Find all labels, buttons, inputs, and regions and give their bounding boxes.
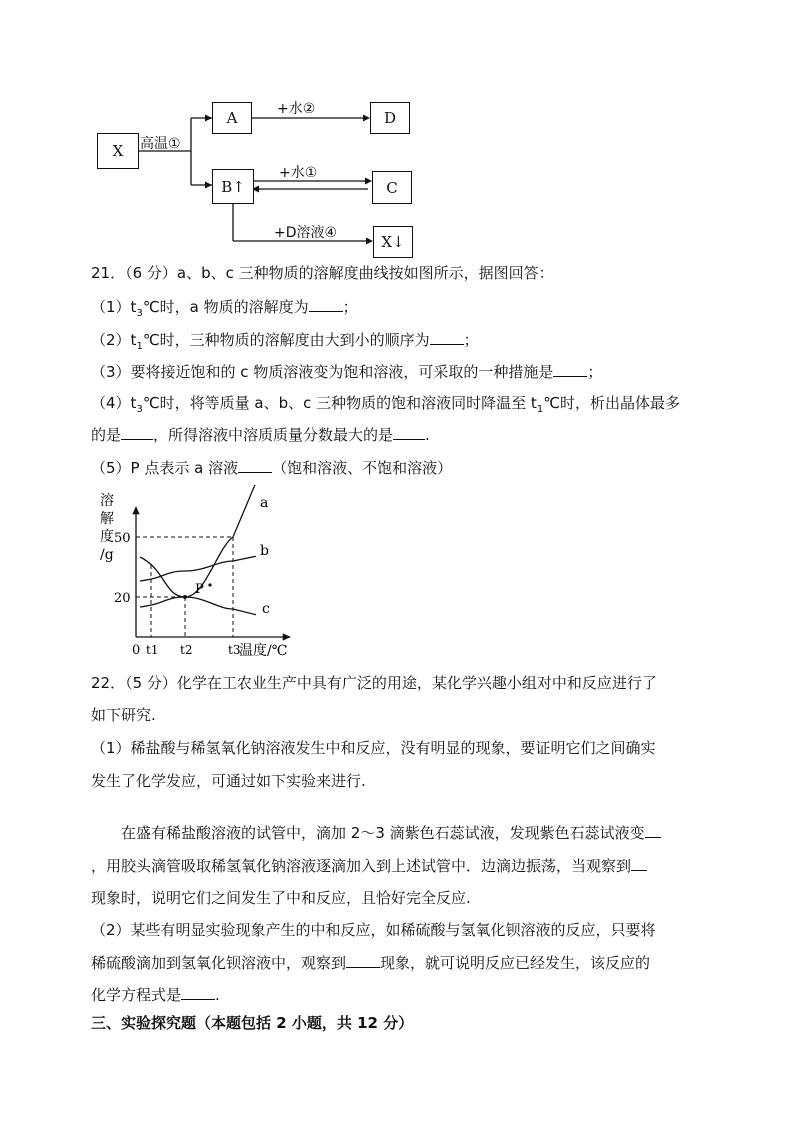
y-label-char: 溶 (100, 493, 114, 509)
q21-score: （6 分） (125, 264, 177, 282)
y-label-char: 解 (100, 511, 114, 527)
q21-p4-l2-end: . (425, 426, 430, 444)
q21-p3-end: ； (587, 363, 603, 381)
box-a: A (212, 102, 252, 134)
q22-p1-l4-text: ，用胶头滴管吸取稀氢氧化钠溶液逐滴加入到上述试管中．边滴边振荡，当观察到 (91, 857, 632, 875)
q21-p4-sub: 3 (136, 404, 143, 415)
x-tick-label: t2 (180, 643, 193, 657)
edge-label-ad: +水② (277, 101, 316, 117)
q22-number: 22． (91, 674, 126, 692)
origin-label: 0 (132, 643, 141, 658)
q21-p4-l2-pre: 的是 (91, 426, 122, 444)
q22-part1-line2: 发生了化学发应，可通过如下实验来进行. (91, 772, 366, 790)
q22-part1-line3 (121, 823, 661, 843)
q21-p2-pre: （2）t (91, 331, 137, 349)
answer-blank[interactable] (645, 823, 661, 838)
q21-p1-sub: 3 (136, 308, 143, 319)
section-3-heading: 三、实验探究题（本题包括 2 小题，共 12 分） (91, 1014, 414, 1032)
point-label-p: P (195, 582, 204, 597)
series-label-b: b (260, 543, 269, 559)
q21-p1-end: ； (342, 298, 358, 316)
q22-p2-l2-post: 现象，就可说明反应已经发生，该反应的 (380, 954, 651, 972)
q22-p1-l3-text: 在盛有稀盐酸溶液的试管中，滴加 2～3 滴紫色石蕊试液，发现紫色石蕊试液变 (121, 824, 645, 842)
q22-score: （5 分） (125, 674, 177, 692)
y-tick-label: 20 (114, 591, 131, 606)
point-p-marker (208, 583, 211, 586)
q21-p1-pre: （1）t (91, 298, 137, 316)
q21-stem-text: a、b、c 三种物质的溶解度曲线按如图所示，据图回答： (176, 264, 554, 282)
box-x-precipitate: X↓ (373, 226, 413, 258)
q21-p2-post: ℃时，三种物质的溶解度由大到小的顺序为 (142, 331, 430, 349)
q21-p2-end: ； (463, 331, 479, 349)
q21-part1 (91, 297, 358, 324)
q21-p4-pre: （4）t (91, 394, 137, 412)
answer-blank[interactable] (181, 985, 215, 1000)
q22-p2-l3-pre: 化学方程式是 (91, 986, 182, 1004)
answer-blank[interactable] (346, 953, 380, 968)
answer-blank[interactable] (121, 425, 153, 440)
q22-part2-line1: （2）某些有明显实验现象产生的中和反应，如稀硫酸与氢氧化钡溶液的反应，只要将 (91, 921, 656, 939)
series-label-c: c (262, 601, 270, 617)
q21-part4-line2 (91, 425, 430, 445)
y-tick-label: 50 (114, 531, 131, 546)
box-x: X (97, 133, 139, 169)
q21-p2-sub: 1 (136, 341, 143, 352)
q21-part3 (91, 362, 602, 382)
q22-part2-line2 (91, 953, 650, 973)
q21-part2 (91, 330, 479, 357)
q22-stem-line1 (91, 673, 657, 693)
q21-part4 (91, 393, 680, 420)
q21-stem (91, 263, 554, 283)
q21-p4-mid: ℃时，将等质量 a、b、c 三种物质的饱和溶液同时降温至 t (142, 394, 537, 412)
answer-blank[interactable] (430, 330, 464, 345)
box-b: B↑ (212, 169, 254, 204)
q22-p2-l3-end: . (215, 986, 220, 1004)
answer-blank[interactable] (309, 297, 343, 312)
q21-p5-post: （饱和溶液、不饱和溶液） (272, 459, 453, 477)
q22-part1-line5: 现象时，说明它们之间发生了中和反应，且恰好完全反应. (91, 889, 471, 907)
q22-stem-l1: 化学在工农业生产中具有广泛的用途，某化学兴趣小组对中和反应进行了 (176, 674, 657, 692)
answer-blank[interactable] (631, 856, 647, 871)
q21-p5-pre: （5）P 点表示 a 溶液 (91, 459, 239, 477)
q21-p4-post: ℃时，析出晶体最多 (543, 394, 681, 412)
intersection-point (183, 595, 187, 599)
curve-b (140, 556, 256, 581)
box-c: C (372, 171, 412, 204)
series-label-a: a (260, 495, 269, 511)
y-label-char: 度 (100, 529, 114, 545)
q21-number: 21． (91, 264, 126, 282)
answer-blank[interactable] (553, 362, 587, 377)
q22-p2-l2-pre: 稀硫酸滴加到氢氧化钡溶液中，观察到 (91, 954, 347, 972)
answer-blank[interactable] (238, 458, 272, 473)
answer-blank[interactable] (393, 425, 425, 440)
edge-label-x: 高温① (140, 136, 181, 152)
edge-label-bc: +水① (279, 165, 318, 181)
q21-p3-text: （3）要将接近饱和的 c 物质溶液变为饱和溶液，可采取的一种措施是 (91, 363, 554, 381)
x-tick-label: t1 (146, 643, 159, 657)
q21-p4-l2-mid: ，所得溶液中溶质质量分数最大的是 (153, 426, 394, 444)
solubility-chart (90, 485, 300, 665)
box-d: D (370, 102, 410, 134)
edge-label-bx: +D溶液④ (274, 225, 338, 241)
q22-part2-line3 (91, 985, 220, 1005)
q21-p4-sub2: 1 (536, 404, 544, 415)
y-label-char: /g (100, 547, 114, 563)
q22-part1-line1: （1）稀盐酸与稀氢氧化钠溶液发生中和反应，没有明显的现象，要证明它们之间确实 (91, 739, 656, 757)
q21-p1-post: ℃时，a 物质的溶解度为 (142, 298, 309, 316)
x-tick-label: t3 (228, 643, 241, 657)
x-axis-label: 温度/℃ (239, 643, 288, 659)
q22-stem-line2: 如下研究. (91, 706, 156, 724)
q22-part1-line4 (91, 856, 647, 876)
q21-part5 (91, 458, 452, 478)
